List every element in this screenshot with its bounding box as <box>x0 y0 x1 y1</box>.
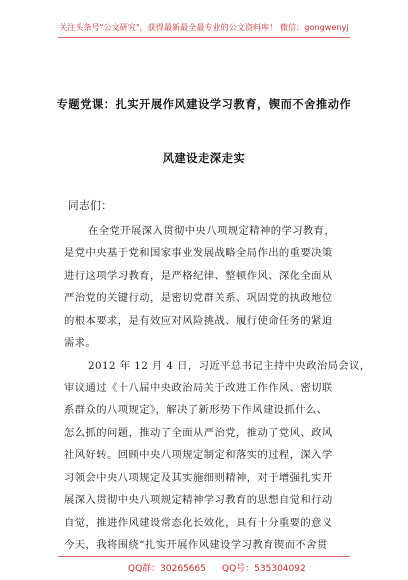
body-line: 严治党的关键行动，是密切党群关系、巩固党的执政地位 <box>64 292 333 305</box>
body-line: 审议通过《十八届中央政治局关于改进工作作风、密切联 <box>64 382 333 394</box>
body-line: 的根本要求，是有效应对风险挑战、履行使命任务的紧迫 <box>64 314 333 327</box>
body-line: 自觉，推进作风建设常态化长效化，具有十分重要的意义 <box>64 516 333 529</box>
body-line: 在全党开展深入贯彻中央八项规定精神的学习教育， <box>88 225 336 237</box>
body-line: 是党中央基于党和国家事业发展战略全局作出的重要决策 <box>64 247 333 260</box>
document-title-line-1: 专题党课：扎实开展作风建设学习教育，锲而不舍推动作 <box>56 97 352 111</box>
header-divider <box>58 37 350 38</box>
body-line: 系群众的八项规定》，解决了新形势下作风建设抓什么、 <box>64 404 328 417</box>
body-line: 展深入贯彻中央八项规定精神学习教育的思想自觉和行动 <box>64 494 333 507</box>
body-line: 怎么抓的问题，推动了全面从严治党，推动了党风、政风 <box>64 426 333 439</box>
body-line: 需求。 <box>64 337 97 350</box>
body-line: 进行这项学习教育，是严格纪律、整顿作风、深化全面从 <box>64 269 333 282</box>
footer-qq: QQ号：535304092 <box>222 564 306 574</box>
body-line: 习领会中央八项规定及其实施细则精神，对于增强扎实开 <box>64 471 333 484</box>
body-line: 社风好转。回顾中央八项规定制定和落实的过程，深入学 <box>64 449 333 462</box>
footer-qq-group: QQ群：30265665 <box>128 564 206 574</box>
body-line: 2012 年 12 月 4 日，习近平总书记主持中央政治局会议， <box>88 359 371 372</box>
salutation: 同志们： <box>68 200 113 212</box>
header-banner: 关注头条号"公文研究"，获得最新最全最专业的公文资料库！ 微信：gongwenyj <box>59 23 349 32</box>
footer-divider <box>58 556 350 557</box>
body-line: 今天，我将围绕“扎实开展作风建设学习教育锲而不舍贯 <box>64 539 328 551</box>
document-title-line-2: 风建设走深走实 <box>162 151 246 165</box>
